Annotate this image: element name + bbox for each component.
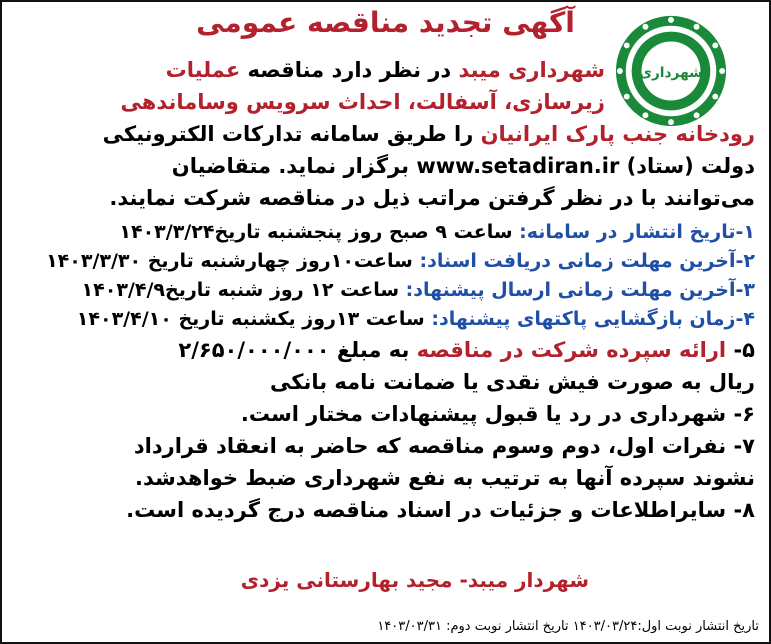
schedule-value: ساعت ۱۲ روز شنبه تاریخ۱۴۰۳/۴/۹ [81,279,400,301]
deposit-line-2: ریال به صورت فیش نقدی یا ضمانت نامه بانکی [270,370,755,394]
list-item [16,276,755,305]
intro-line-4-text: برگزار نماید. متقاضیان [171,154,409,178]
schedule-label: ۳-آخرین مهلت زمانی ارسال پیشنهاد: [405,279,755,301]
intro-text: در نظر دارد مناقصه [247,58,452,82]
deposit-prefix: ۵- [726,338,755,362]
deposit-label: ارائه سپرده شرکت در مناقصه [416,338,727,362]
intro-line-3 [16,118,755,150]
item-7-line-1: ۷- نفرات اول، دوم وسوم مناقصه که حاضر به انعقاد قرارداد [133,434,755,458]
intro-line-4 [16,150,755,182]
notice-title: آگهی تجدید مناقصه عمومی [196,6,575,39]
municipality-name: شهرداری میبد [458,58,605,82]
intro-line-1 [16,54,755,86]
schedule-label: ۱-تاریخ انتشار در سامانه: [519,221,755,243]
deposit-amount: به مبلغ ۲/۶۵۰/۰۰۰/۰۰۰ [178,338,410,362]
list-item [16,305,755,334]
project-location: رودخانه جنب پارک ایرانیان [480,122,755,146]
logo-text: شهرداری [639,64,703,81]
item-6: ۶- شهرداری در رد یا قبول پیشنهادات مختار است. [240,402,755,426]
mayor-signature: شهردار میبد- مجید بهارستانی یزدی [240,568,589,592]
item-7-line-2: نشوند سپرده آنها به ترتیب به نفع شهرداری ضبط خواهدشد. [135,466,755,490]
item-8: ۸- سایراطلاعات و جزئیات در اسناد مناقصه درج گردیده است. [126,498,755,522]
schedule-list [16,218,755,334]
notice-body [16,54,755,526]
setad-label: دولت (ستاد) [626,154,755,178]
publication-dates: تاریخ انتشار نوبت اول:۱۴۰۳/۰۳/۲۴ تاریخ انتشار نوبت دوم: ۱۴۰۳/۰۳/۳۱ [377,619,759,634]
intro-line-5: می‌توانند با در نظر گرفتن مراتب ذیل در مناقصه شرکت نمایند. [109,186,755,210]
intro-line-2: زیرسازی، آسفالت، احداث سرویس وساماندهی [120,90,605,114]
setad-url[interactable]: www.setadiran.ir [416,154,620,178]
operation-label: عملیات [165,58,241,82]
schedule-label: ۴-زمان بازگشایی پاکتهای پیشنهاد: [431,308,755,330]
list-item [16,247,755,276]
schedule-label: ۲-آخرین مهلت زمانی دریافت اسناد: [419,250,755,272]
schedule-value: ساعت ۱۳روز یکشنبه تاریخ ۱۴۰۳/۴/۱۰ [76,308,425,330]
intro-line-3-text: را طریق سامانه تدارکات الکترونیکی [102,122,474,146]
list-item [16,218,755,247]
deposit-line [16,334,755,366]
schedule-value: ساعت ۹ صبح روز پنجشنبه تاریخ۱۴۰۳/۳/۲۴ [119,221,513,243]
schedule-value: ساعت۱۰روز چهارشنبه تاریخ ۱۴۰۳/۳/۳۰ [46,250,413,272]
